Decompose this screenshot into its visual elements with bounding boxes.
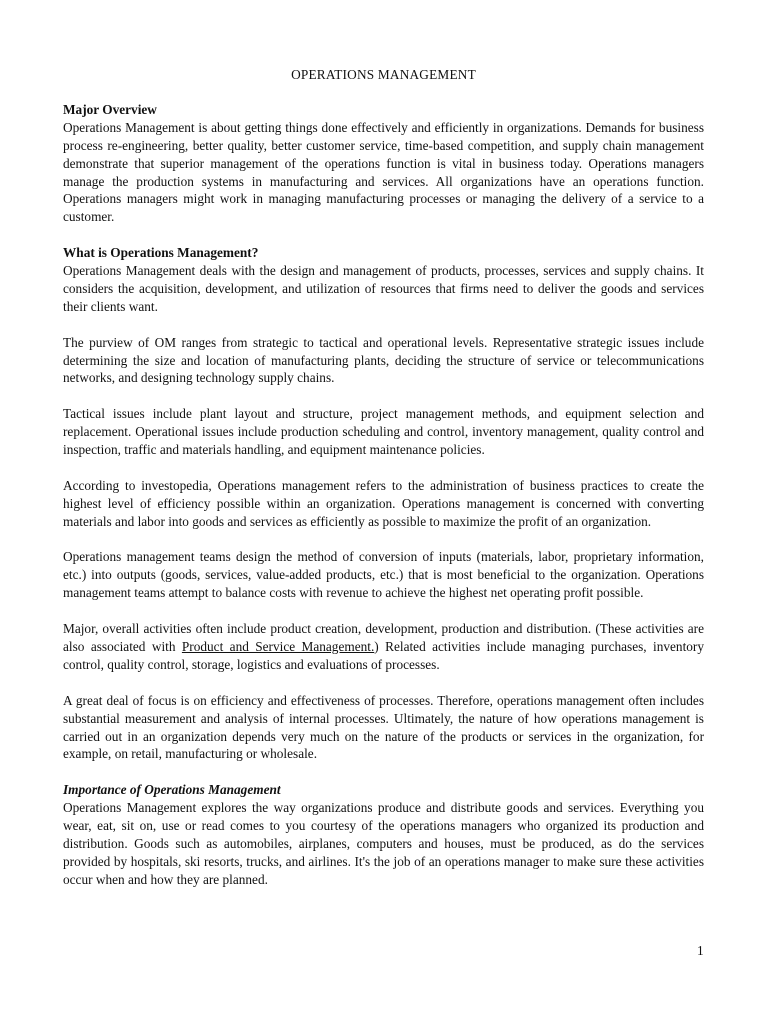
paragraph-efficiency: A great deal of focus is on efficiency and effectiveness of processes. Therefore, operations management often includes substantial measurement and analysis of internal processes. Ultimately, the nature of how operations management is carried out in an organization depends very much on the nature of the products or services in the organization, for example, on retail, manufacturing or wholesale. bbox=[63, 692, 704, 762]
paragraph-investopedia: According to investopedia, Operations management refers to the administration of business practices to create the highest level of efficiency possible within an organization. Operations management is concerned with converting materials and labor into goods and services as efficiently as possible to maximize the profit of an organization. bbox=[63, 477, 704, 529]
paragraph-om-teams: Operations management teams design the method of conversion of inputs (materials, labor, proprietary information, etc.) into outputs (goods, services, value-added products, etc.) that is most beneficial to the organization. Operations management teams attempt to balance costs with revenue to achieve the highest net operating profit possible. bbox=[63, 549, 704, 601]
heading-what-is-om: What is Operations Management? bbox=[63, 245, 259, 261]
document-page bbox=[63, 66, 704, 889]
page-number: 1 bbox=[697, 943, 704, 958]
activities-text-before: Major, overall activities often include product creation, development, production and distribution. (These activities are also associated with bbox=[63, 621, 704, 654]
product-service-management-link[interactable]: Product and Service Management. bbox=[181, 639, 375, 654]
paragraph-tactical-issues: Tactical issues include plant layout and structure, project management methods, and equipment selection and replacement. Operational issues include production scheduling and control, inventory management, quality control and inspection, traffic and materials handling, and equipment maintenance policies. bbox=[63, 406, 704, 458]
paragraph-major-overview: Operations Management is about getting things done effectively and efficiently in organizations. Demands for business process re-engineering, better quality, better customer service, time-based competition, and supply chain management demonstrate that superior management of the operations function is vital in business today. Operations managers manage the production systems in manufacturing and services. All organizations have an operations function. Operations managers might work in managing manufacturing processes or managing the delivery of a service to a customer. bbox=[63, 119, 704, 225]
paragraph-om-purview: The purview of OM ranges from strategic to tactical and operational levels. Representative strategic issues include determining the size and location of manufacturing plants, deciding the structure of service or telecommunications networks, and designing technology supply chains. bbox=[63, 334, 704, 386]
paragraph-om-definition: Operations Management deals with the design and management of products, processes, services and supply chains. It considers the acquisition, development, and utilization of resources that firms need to deliver the goods and services their clients want. bbox=[63, 263, 704, 314]
activities-text-after: ) Related activities include managing purchases, inventory control, quality control, storage, logistics and evaluations of processes. bbox=[63, 639, 704, 672]
heading-importance: Importance of Operations Management bbox=[63, 782, 281, 798]
document-title: OPERATIONS MANAGEMENT bbox=[291, 67, 476, 82]
heading-major-overview: Major Overview bbox=[63, 101, 157, 117]
paragraph-importance: Operations Management explores the way organizations produce and distribute goods and services. Everything you wear, eat, sit on, use or read comes to you courtesy of the operations managers who organized its production and distribution. Goods such as automobiles, airplanes, computers and houses, must be produced, as do the services provided by hospitals, ski resorts, trucks, and airlines. It's the job of an operations manager to make sure these activities occur when and how they are planned. bbox=[63, 800, 704, 887]
paragraph-activities bbox=[63, 620, 704, 674]
